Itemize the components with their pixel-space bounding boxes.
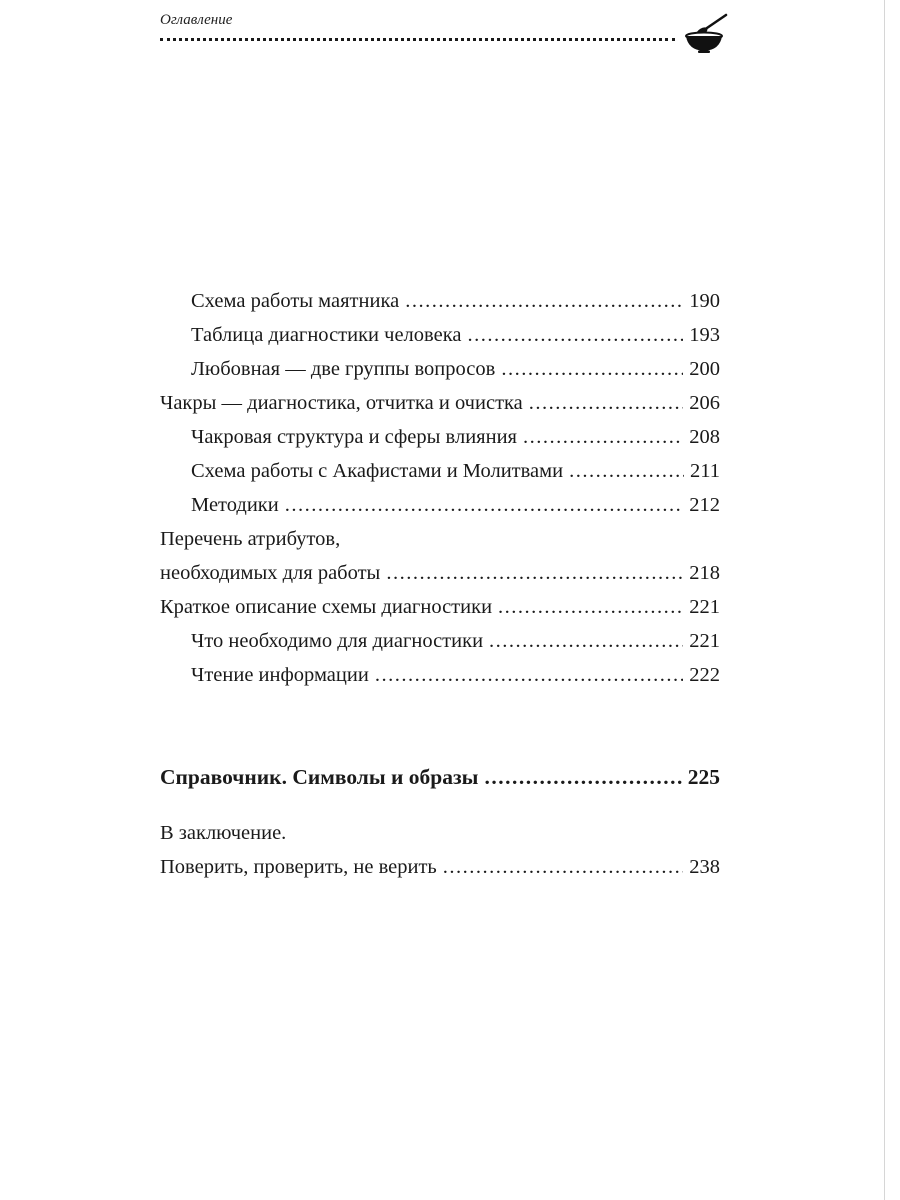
toc-entry-title: Таблица диагностики человека	[191, 324, 462, 346]
toc-entry-page: 221	[689, 630, 720, 652]
running-head: Оглавление	[160, 12, 233, 28]
toc-entry-page: 225	[687, 765, 720, 789]
toc-entry	[160, 386, 720, 420]
toc-entry-title-line: Перечень атрибутов,	[160, 528, 341, 550]
toc-entry-page: 200	[689, 358, 720, 380]
toc-entry-title: Чакровая структура и сферы влияния	[191, 426, 517, 448]
toc-entry-title: Что необходимо для диагностики	[191, 630, 484, 652]
header-dotted-rule	[160, 38, 675, 41]
dot-leader	[489, 624, 683, 658]
dot-leader	[386, 556, 683, 590]
section-spacer	[160, 692, 720, 760]
toc-entry-page: 208	[689, 426, 720, 448]
toc-entry	[160, 454, 720, 488]
toc-entry-page: 212	[689, 494, 720, 516]
toc-entry-page: 193	[689, 324, 720, 346]
dot-leader	[569, 454, 684, 488]
dot-leader	[529, 386, 683, 420]
dot-leader	[405, 284, 683, 318]
dot-leader	[443, 850, 683, 884]
toc-entry	[160, 420, 720, 454]
dot-leader	[484, 760, 681, 794]
toc-entry-title: необходимых для работы	[160, 562, 381, 584]
toc-entry-title: Справочник. Символы и образы	[160, 765, 479, 789]
toc-entry	[160, 850, 720, 884]
dot-leader	[285, 488, 684, 522]
toc-entry-title: Схема работы маятника	[191, 290, 400, 312]
toc-entry-title: Поверить, проверить, не верить	[160, 856, 437, 878]
toc-entry-title: Любовная — две группы вопросов	[191, 358, 496, 380]
table-of-contents	[160, 284, 720, 884]
toc-entry	[160, 352, 720, 386]
toc-entry-page: 211	[690, 460, 720, 482]
dot-leader	[523, 420, 683, 454]
toc-entry-page: 222	[689, 664, 720, 686]
toc-entry	[160, 318, 720, 352]
dot-leader	[375, 658, 683, 692]
toc-entry-page: 221	[689, 596, 720, 618]
toc-entry-title: Краткое описание схемы диагностики	[160, 596, 493, 618]
toc-entry-page: 238	[689, 856, 720, 878]
toc-entry-title: Чакры — диагностика, отчитка и очистка	[160, 392, 523, 414]
toc-entry	[160, 658, 720, 692]
toc-entry	[160, 488, 720, 522]
dot-leader	[467, 318, 683, 352]
toc-entry	[160, 590, 720, 624]
toc-entry-page: 190	[689, 290, 720, 312]
toc-entry-title-line: В заключение.	[160, 822, 287, 844]
toc-entry-title: Схема работы с Акафистами и Молитвами	[191, 460, 564, 482]
toc-entry-title: Методики	[191, 494, 279, 516]
toc-entry-chapter	[160, 760, 720, 794]
dot-leader	[501, 352, 683, 386]
toc-entry	[160, 624, 720, 658]
bowl-spoon-icon	[676, 12, 732, 54]
toc-entry-page: 218	[689, 562, 720, 584]
toc-entry	[160, 284, 720, 318]
page-edge	[884, 0, 885, 1200]
section-spacer	[160, 794, 720, 816]
toc-entry-title: Чтение информации	[191, 664, 369, 686]
toc-entry	[160, 556, 720, 590]
dot-leader	[498, 590, 683, 624]
toc-entry-page: 206	[689, 392, 720, 414]
